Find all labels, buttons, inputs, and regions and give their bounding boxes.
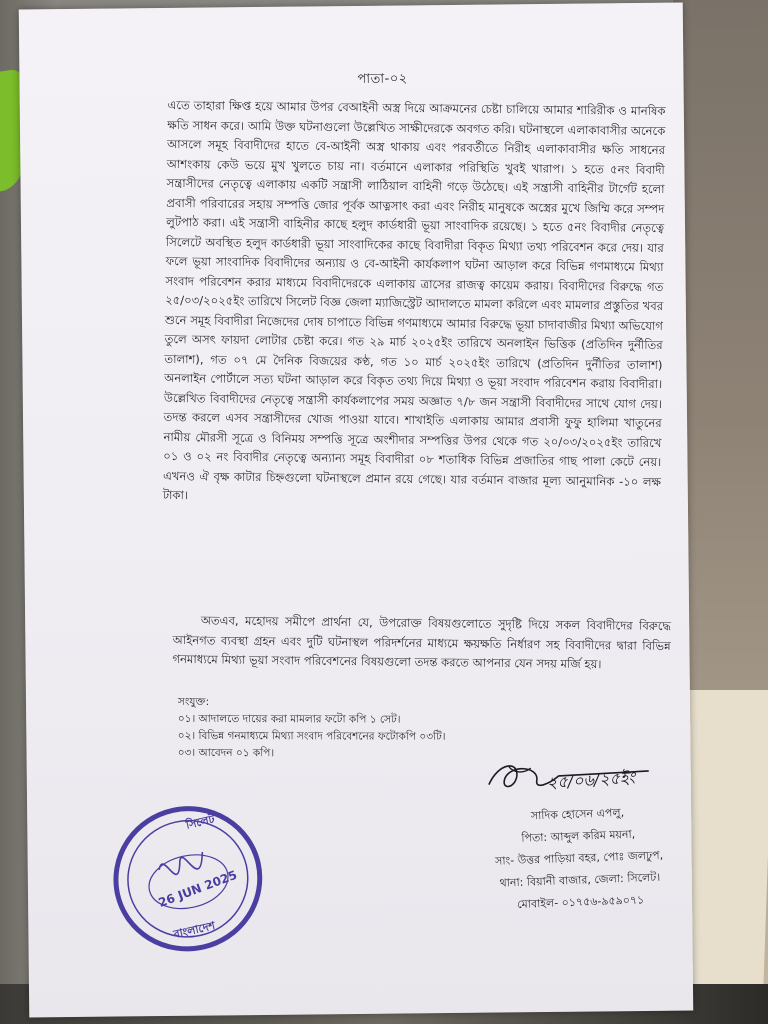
stamp-top-text: সিলেট — [184, 812, 216, 832]
sender-block — [467, 800, 691, 918]
closing-section — [172, 611, 671, 676]
stamp-date: 26 JUN 2025 — [156, 867, 239, 910]
sender-father: পিতা: আব্দুল করিম ময়না, — [521, 827, 636, 845]
signature-date: ২৫/০৬/২৫ইং — [546, 767, 636, 793]
sender-village: সাং- উত্তর পাড়িয়া বহর, পোঃ জলঢুপ, — [494, 848, 664, 868]
body-paragraph: এতে তাহারা ক্ষিপ্ত হয়ে আমার উপর বেআইনী অস্ত্র দিয়ে আক্রমনের চেষ্টা চালিয়ে আমার শারিরীক ও মানষিক ক্ষতি সাধন করে। আমি উক্ত ঘটনাগুলো উল্লেখিত সাক্ষীদেরকে অবগত করি। ঘটনাস্থলে এলাকাবাসীর অনেকে আসলে সমূহ বিবাদীদের হাতে বে-আইনী অস্ত্র থাকায় এবং পরবর্তীতে নিরীহ এলাকাবাসীর ক্ষতি সাধনের আশংকায় কেউ ভয়ে মুখ খুলতে চায় না। বর্তমানে এলাকার পরিস্থিতি খুবই খারাপ। ১ হতে ৫নং বিবাদী সন্ত্রাসীদের নেতৃত্বে এলাকায় একটি সন্ত্রাসী লাঠিয়াল বাহিনী গড়ে উঠেছে। এই সন্ত্রাসী বাহিনীর টার্গেট হলো প্রবাসী পরিবারের সহায় সম্পত্তি জোর পূর্বক আত্নসাৎ করা এবং নিরীহ মানুষকে অস্ত্রের মুখে জিম্মি করে সম্পদ লুটপাঠ করা। এই সন্ত্রাসী বাহিনীর কাছে হলুদ কার্ডধারী ভূয়া সাংবাদিক রয়েছে। ১ হতে ৫নং বিবাদীর নেতৃত্বে সিলেটে অবস্থিত হলুদ কার্ডধারী ভূয়া সাংবাদিকের কাছে বিবাদীরা বিকৃত মিথ্যা তথ্য পরিবেশন করে দেয়। যার ফলে ভূয়া সাংবাদিক বিবাদীদের অন্যায় ও বে-আইনী কার্যকলাপ ঘটনা আড়াল করে বিভিন্ন গণমাধ্যমে মিথ্যা সংবাদ পরিবেশন করার মাধ্যমে বিবাদীদেরকে এলাকায় ত্রাসের রাজত্ব কায়েম করায়। বিবাদীদের বিরুদ্ধে গত ২৫/০৩/২০২৫ইং তারিখে সিলেট বিজ্ঞ জেলা ম্যাজিস্ট্রেট আদালতে মামলা করিলে এবং মামলার প্রস্তুতির খবর শুনে সমূহ বিবাদীরা নিজেদের দোষ চাপাতে বিভিন্ন গণমাধ্যমে আমার বিরুদ্ধে ভূয়া চাদাবাজীর মিথ্যা অভিযোগ তুলে অসৎ ফায়দা লোটার চেষ্টা করে। গত ২৯ মার্চ ২০২৫ইং তারিখে অনলাইন ভিত্তিক (প্রতিদিন দুর্নীতির তালাশ), গত ০৭ মে দৈনিক বিজয়ের কণ্ঠ, গত ১০ মার্চ ২০২৫ইং তারিখে (প্রতিদিন দুর্নীতির তালাশ) অনলাইন পোর্টালে সত্য ঘটনা আড়াল করে বিকৃত তথ্য দিয়ে মিথ্যা ও ভূয়া সংবাদ পরিবেশন করায় বিবাদীরা। উল্লেখিত বিবাদীদের নেতৃত্বে সন্ত্রাসী কার্যকলাপের সময় অজ্ঞাত ৭/৮ জন সন্ত্রাসী বিবাদীদের সাথে যোগ দেয়। তদন্ত করলে এসব সন্ত্রাসীদের খোজ পাওয়া যাবে। শাখাইতি এলাকায় আমার প্রবাসী ফুফু হালিমা খাতুনের নামীয় মৌরসী সূত্রে ও বিনিময় সম্পত্তি সূত্রে অংশীদার সম্পত্তির উপর থেকে গত ২০/০৩/২০২৫ইং তারিখে ০১ ও ০২ নং বিবাদীর নেতৃত্বে অন্যান্য সমূহ বিবাদীরা ০৮ শতাধিক বিভিন্ন প্রজাতির গাছ পালা কেটে নেয়। এখনও ঐ বৃক্ষ কাটার চিহ্নগুলো ঘটনাস্থলে প্রমান রয়ে গেছে। যার বর্তমান বাজার মূল্য আনুমানিক -১০ লক্ষ টাকা। — [162, 97, 666, 503]
sender-name: সাদিক হোসেন এপলু, — [530, 805, 625, 823]
attachment-item: ০১। আদালতে দায়ের করা মামলার ফটো কপি ১ সেট। — [177, 712, 401, 726]
document-page — [19, 3, 694, 1018]
closing-paragraph: অতএব, মহোদয় সমীপে প্রার্থনা যে, উপরোক্ত বিষয়গুলোতে সুদৃষ্টি দিয়ে সকল বিবাদীদের বিরুদ্ধে আইনগত ব্যবস্থা গ্রহন এবং দুটি ঘটনাস্থল পরিদর্শনের মাধ্যমে ক্ষয়ক্ষতি নির্ধারণ সহ বিবাদীদের দ্বারা বিভিন্ন গনমাধ্যমে মিথ্যা ভূয়া সংবাদ পরিবেশনের বিষয়গুলো তদন্ত করতে আপনার যেন সদয় মর্জি হয়। — [172, 613, 671, 672]
stamp-bottom-text: বাংলাদেশ — [172, 919, 217, 942]
body-section — [163, 96, 666, 512]
page-number: পাতা-০২ — [357, 71, 408, 87]
attachment-item: ০৩। আবেদন ০১ কপি। — [177, 746, 275, 760]
sender-mobile: মোবাইল- ০১৭৫৬-৯৫৯০৭১ — [516, 893, 645, 911]
attachment-item: ০২। বিভিন্ন গনমাধ্যমে মিথ্যা সংবাদ পরিবেশনের ফটোকপি ০৩টি। — [177, 729, 446, 743]
official-stamp — [97, 789, 278, 969]
sender-thana: থানা: বিয়ানী বাজার, জেলা: সিলেট। — [499, 870, 661, 890]
attachments-title: সংযুক্ত: — [177, 695, 210, 708]
